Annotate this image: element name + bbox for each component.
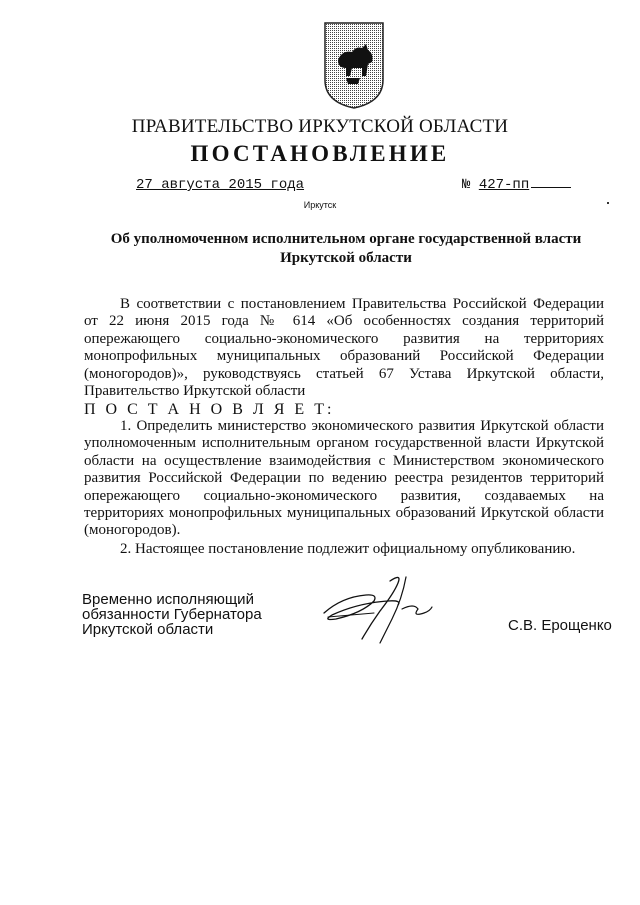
number-underline: [531, 187, 571, 188]
coat-of-arms-icon: [322, 20, 386, 110]
document-date: 27 августа 2015 года: [136, 177, 305, 193]
signatory-office: [82, 592, 262, 637]
document-heading: Об уполномоченном исполнительном органе государственной власти Иркутской области: [110, 231, 582, 266]
city: Иркутск: [303, 200, 337, 210]
document-type: ПОСТАНОВЛЕНИЕ: [190, 141, 450, 166]
preamble-paragraph: В соответствии с постановлением Правительства Российской Федерации от 22 июня 2015 года № 614 «Об особенностях создания территорий опережающего социально-экономического развития на территориях монопрофильных муниципальных образований Российской Федерации (моногородов)», руководствуясь статьей 67 Устава Иркутской области, Правительство Иркутской области: [84, 296, 604, 400]
government-name: ПРАВИТЕЛЬСТВО ИРКУТСКОЙ ОБЛАСТИ: [131, 116, 509, 137]
number-value: 427-пп: [478, 177, 530, 193]
document-number: [462, 177, 571, 193]
scan-mark: [607, 202, 609, 204]
office-line-1: Временно исполняющий: [82, 591, 254, 608]
resolves-label: П О С Т А Н О В Л Я Е Т:: [84, 401, 335, 418]
number-prefix: №: [462, 177, 471, 193]
office-line-3: Иркутской области: [82, 621, 214, 638]
signatory-name: С.В. Ерощенко: [508, 617, 612, 634]
item-1-paragraph: 1. Определить министерство экономического развития Иркутской области уполномоченным исполнительным органом государственной власти Иркутской области на осуществление взаимодействия с Министерством экономического развития Российской Федерации по ведению реестра резидентов территорий опережающего социально-экономического развития, создаваемых на территориях монопрофильных муниципальных образований Иркутской области (моногородов).: [84, 418, 604, 539]
item-2-paragraph: 2. Настоящее постановление подлежит официальному опубликованию.: [120, 541, 576, 557]
handwritten-signature: [318, 573, 444, 645]
office-line-2: обязанности Губернатора: [82, 606, 262, 623]
